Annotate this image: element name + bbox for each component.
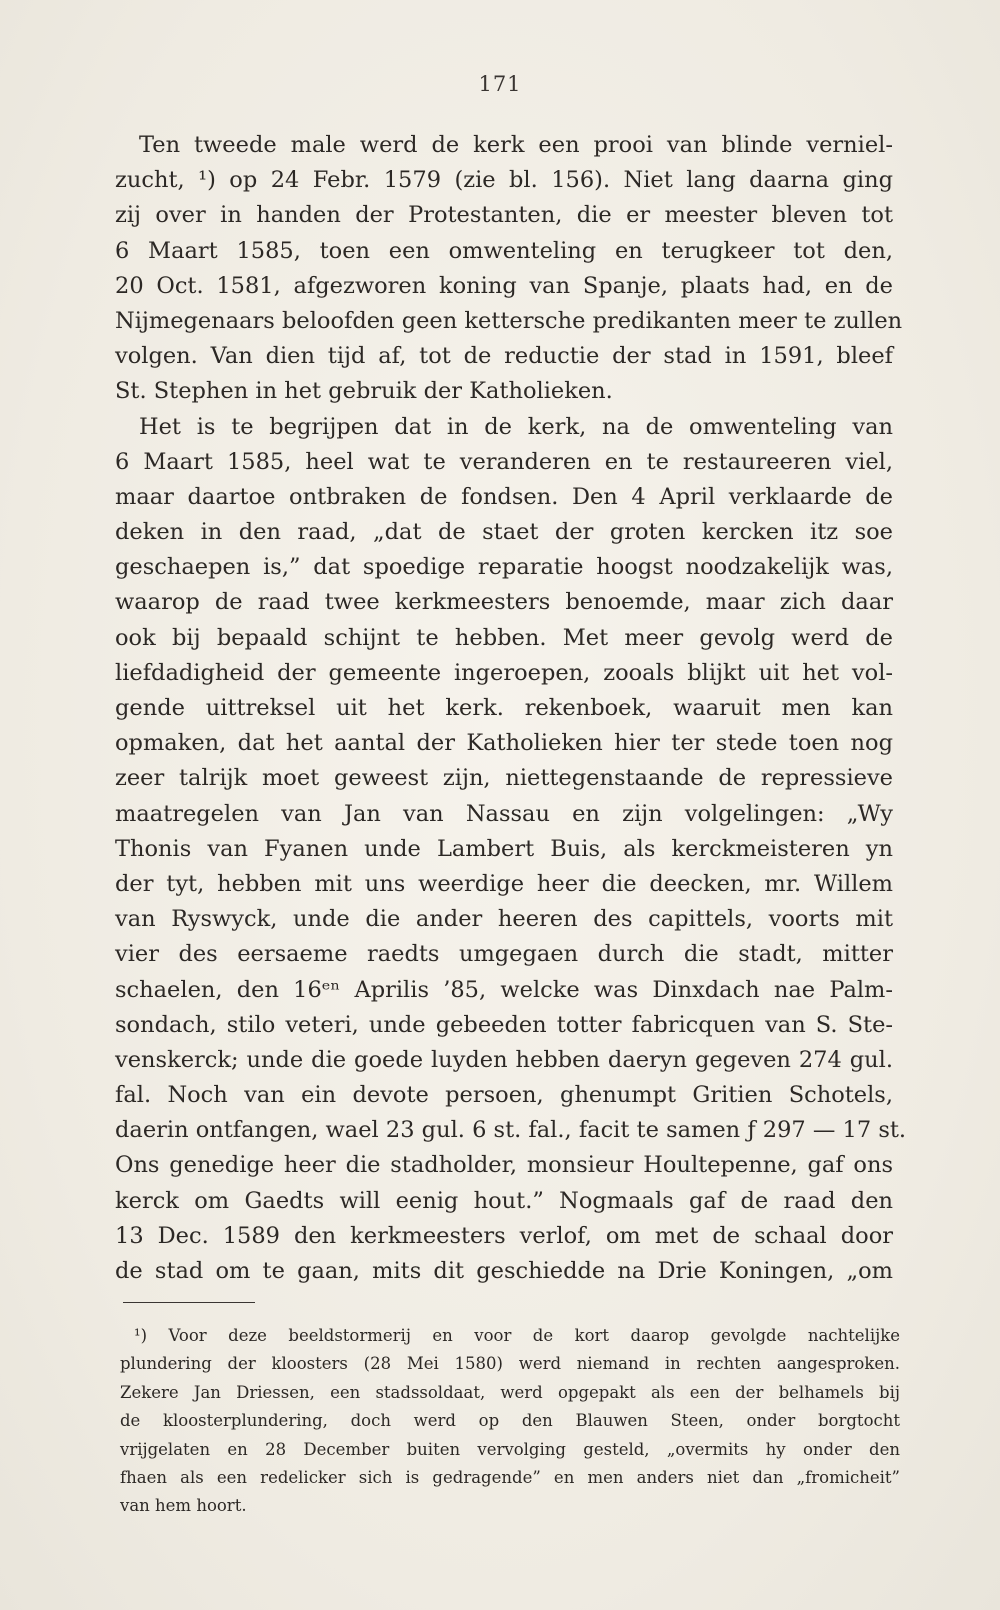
text-line: Nijmegenaars beloofden geen kettersche predikanten meer te zullen [115,307,903,334]
text-line: opmaken, dat het aantal der Katholieken hier ter stede toen nog [115,730,893,757]
text-line: St. Stephen in het gebruik der Katholieken. [115,378,613,405]
text-line: Ons genedige heer die stadholder, monsieur Houltepenne, gaf ons [115,1152,893,1179]
text-line: kerck om Gaedts will eenig hout.” Nogmaals gaf de raad den [115,1187,893,1214]
text-line: van Ryswyck, unde die ander heeren des capittels, voorts mit [115,906,893,933]
text-line: 6 Maart 1585, toen een omwenteling en terugkeer tot den, [115,237,893,264]
text-line: 6 Maart 1585, heel wat te veranderen en te restaureeren viel, [115,448,893,475]
text-line: Het is te begrijpen dat in de kerk, na de omwenteling van [139,413,893,440]
body-text [115,128,907,1289]
text-line: waarop de raad twee kerkmeesters benoemde, maar zich daar [115,589,893,616]
text-line: Thonis van Fyanen unde Lambert Buis, als kerckmeisteren yn [115,835,893,862]
text-line: daerin ontfangen, wael 23 gul. 6 st. fal., facit te samen ƒ 297 — 17 st. [115,1117,907,1144]
text-line: zij over in handen der Protestanten, die er meester bleven tot [115,202,893,229]
text-line: Ten tweede male werd de kerk een prooi van blinde verniel- [139,132,893,158]
page-number: 171 [478,72,522,96]
footnote-line: ¹) Voor deze beeldstormerij en voor de kort daarop gevolgde nachtelijke [134,1326,900,1345]
text-line: 20 Oct. 1581, afgezworen koning van Spanje, plaats had, en de [115,272,893,299]
footnote-line: Zekere Jan Driessen, een stadssoldaat, werd opgepakt als een der belhamels bij [120,1382,900,1402]
text-line: 13 Dec. 1589 den kerkmeesters verlof, om met de schaal door [115,1222,893,1249]
text-line: ook bij bepaald schijnt te hebben. Met meer gevolg werd de [115,624,893,651]
footnote-line: plundering der kloosters (28 Mei 1580) werd niemand in rechten aangesproken. [120,1354,900,1374]
text-line: sondach, stilo veteri, unde gebeeden totter fabricquen van S. Ste- [115,1011,893,1038]
text-line: liefdadigheid der gemeente ingeroepen, zooals blijkt uit het vol- [115,659,893,686]
text-line: geschaepen is,” dat spoedige reparatie hoogst noodzakelijk was, [115,554,893,581]
text-line: zeer talrijk moet geweest zijn, niettegenstaande de repressieve [115,765,893,792]
footnotes [120,1322,900,1521]
text-line: maatregelen van Jan van Nassau en zijn volgelingen: „Wy [115,800,893,827]
footnote-line: vrijgelaten en 28 December buiten vervolging gesteld, „overmits hy onder den [120,1439,900,1459]
text-line: fal. Noch van ein devote persoen, ghenumpt Gritien Schotels, [115,1082,893,1109]
text-line: der tyt, hebben mit uns weerdige heer die deecken, mr. Willem [115,870,893,897]
text-line: de stad om te gaan, mits dit geschiedde na Drie Koningen, „om [115,1258,893,1284]
text-line: maar daartoe ontbraken de fondsen. Den 4 April verklaarde de [115,483,893,510]
footnote-line: van hem hoort. [120,1496,247,1516]
text-line: zucht, ¹) op 24 Febr. 1579 (zie bl. 156). Niet lang daarna ging [115,167,893,194]
text-line: schaelen, den 16ᵉⁿ Aprilis ’85, welcke was Dinxdach nae Palm- [115,976,893,1003]
text-line: deken in den raad, „dat de staet der groten kercken itz soe [115,519,893,546]
text-line: venskerck; unde die goede luyden hebben daeryn gegeven 274 gul. [115,1046,893,1073]
footnote-line: de kloosterplundering, doch werd op den Blauwen Steen, onder borgtocht [120,1411,900,1431]
footnote-divider [123,1302,255,1303]
text-line: volgen. Van dien tijd af, tot de reductie der stad in 1591, bleef [115,343,893,370]
text-line: vier des eersaeme raedts umgegaen durch die stadt, mitter [115,941,893,968]
footnote-line: fhaen als een redelicker sich is gedragende” en men anders niet dan „fromicheit” [120,1467,900,1487]
text-line: gende uittreksel uit het kerk. rekenboek, waaruit men kan [115,695,893,721]
